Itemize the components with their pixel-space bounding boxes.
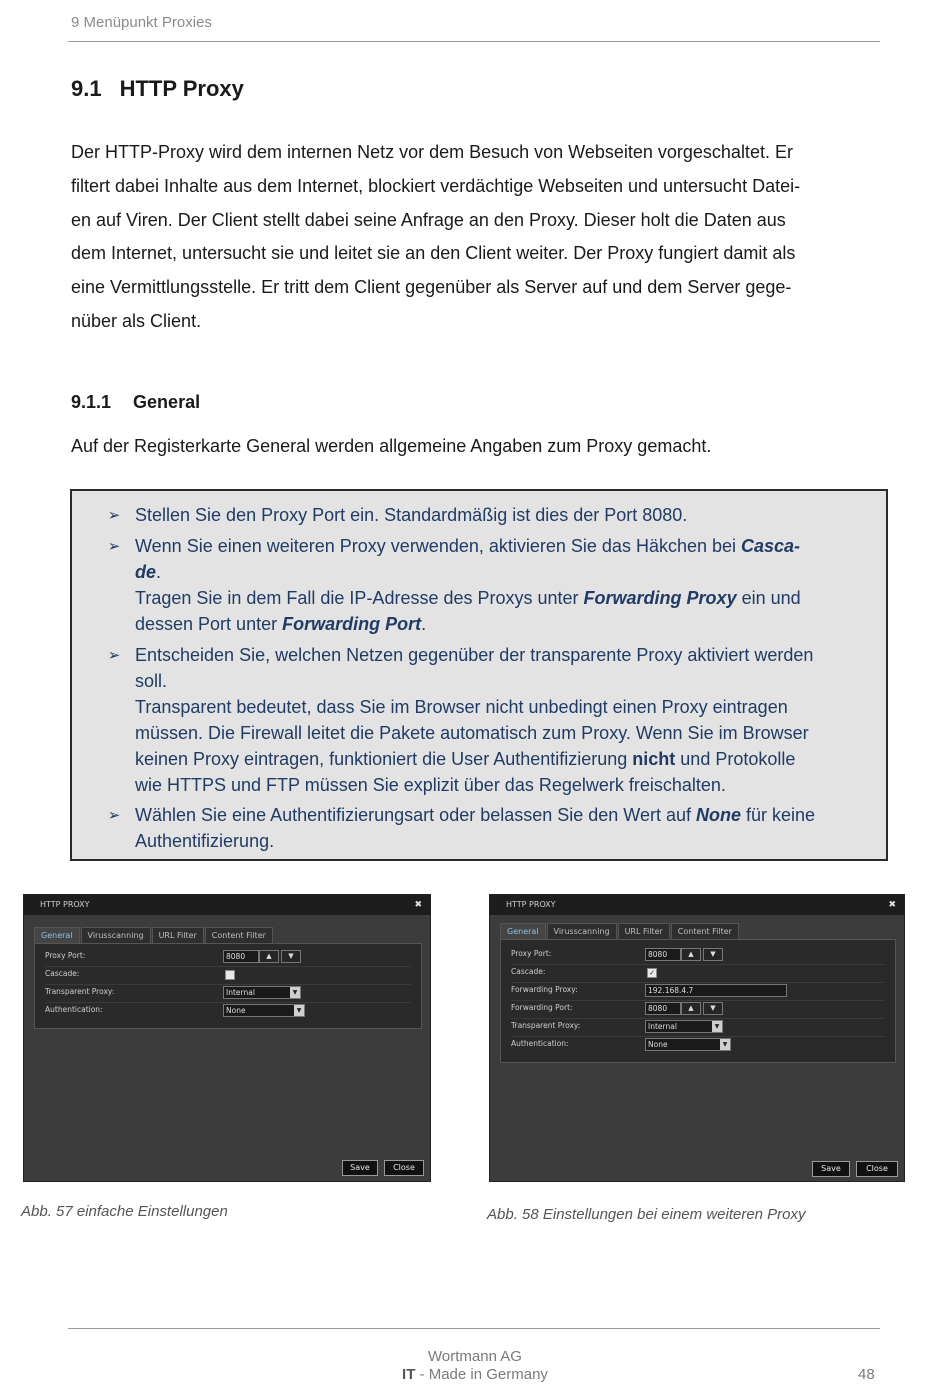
- tab-general[interactable]: General: [34, 927, 80, 943]
- instruction-line: Wenn Sie einen weiteren Proxy verwenden, aktivieren Sie das Häkchen bei Casca-: [135, 536, 801, 556]
- section-title: HTTP Proxy: [119, 76, 244, 101]
- instruction-line: dessen Port unter Forwarding Port.: [135, 613, 427, 634]
- proxy-port-input[interactable]: 8080: [645, 948, 681, 961]
- footer-rule: [68, 1328, 880, 1329]
- form-row: [45, 948, 411, 967]
- section-heading: [71, 76, 244, 102]
- section-body: [71, 136, 871, 339]
- increment-button[interactable]: ▲: [259, 950, 279, 963]
- forwarding-port-input[interactable]: 8080: [645, 1002, 681, 1015]
- field-label: Authentication:: [45, 1005, 103, 1014]
- field-label: Forwarding Port:: [511, 1003, 573, 1012]
- arrow-bullet-icon: ➢: [107, 507, 121, 524]
- close-button[interactable]: Close: [384, 1160, 424, 1176]
- forwarding-proxy-input[interactable]: 192.168.4.7: [645, 984, 787, 997]
- tab-content-filter[interactable]: Content Filter: [205, 927, 273, 943]
- subsection-intro: Auf der Registerkarte General werden allgemeine Angaben zum Proxy gemacht.: [71, 436, 712, 456]
- general-panel: [34, 943, 422, 1029]
- screenshot-simple-settings: [23, 894, 431, 1182]
- field-label: Proxy Port:: [511, 949, 552, 958]
- close-button[interactable]: Close: [856, 1161, 898, 1177]
- screenshot-forwarding-settings: [489, 894, 905, 1182]
- form-row: [45, 1002, 411, 1020]
- arrow-bullet-icon: ➢: [107, 807, 121, 824]
- running-header: 9 Menüpunkt Proxies: [71, 14, 212, 31]
- body-line: eine Vermittlungsstelle. Er tritt dem Client gegenüber als Server auf und dem Server gege-: [71, 277, 792, 298]
- subsection-title: General: [133, 392, 201, 412]
- form-row: [511, 1036, 885, 1054]
- body-line: Der HTTP-Proxy wird dem internen Netz vor dem Besuch von Webseiten vorgeschaltet. Er: [71, 142, 793, 162]
- body-line: filtert dabei Inhalte aus dem Internet, blockiert verdächtige Webseiten und untersucht Datei-: [71, 175, 801, 196]
- field-label: Transparent Proxy:: [45, 987, 115, 996]
- field-label: Cascade:: [45, 969, 80, 978]
- instruction-line: soll.: [135, 670, 168, 691]
- instruction-line: Authentifizierung.: [135, 830, 275, 851]
- form-row: [511, 946, 885, 965]
- field-label: Authentication:: [511, 1039, 569, 1048]
- instruction-line: müssen. Die Firewall leitet die Pakete automatisch zum Proxy. Wenn Sie im Browser: [135, 722, 809, 743]
- form-row: [511, 982, 885, 1001]
- form-row: [511, 1018, 885, 1037]
- instruction-line: Tragen Sie in dem Fall die IP-Adresse des Proxys unter Forwarding Proxy ein und: [135, 587, 801, 608]
- tab-general[interactable]: General: [500, 923, 546, 939]
- tab-virusscanning[interactable]: Virusscanning: [81, 927, 151, 943]
- instruction-line: de.: [135, 561, 162, 582]
- form-row: [45, 966, 411, 985]
- save-button[interactable]: Save: [812, 1161, 850, 1177]
- tab-bar: [500, 923, 740, 939]
- tab-content-filter[interactable]: Content Filter: [671, 923, 739, 939]
- transparent-proxy-select[interactable]: Internal ▼: [645, 1020, 723, 1033]
- instruction-box: [70, 489, 888, 861]
- cascade-checkbox[interactable]: [225, 970, 235, 980]
- body-line: nüber als Client.: [71, 310, 202, 331]
- transparent-proxy-select[interactable]: Internal ▼: [223, 986, 301, 999]
- figure-caption: Abb. 57 einfache Einstellungen: [21, 1203, 228, 1220]
- general-panel: [500, 939, 896, 1063]
- figure-caption: Abb. 58 Einstellungen bei einem weiteren Proxy: [487, 1206, 806, 1223]
- dialog-title: HTTP PROXY: [490, 895, 904, 915]
- increment-button[interactable]: ▲: [681, 1002, 701, 1015]
- body-line: dem Internet, untersucht sie und leitet sie an den Client weiter. Der Proxy fungiert damit als: [71, 243, 796, 264]
- form-row: [511, 1000, 885, 1019]
- subsection-heading: [71, 392, 200, 413]
- subsection-number: 9.1.1: [71, 392, 112, 412]
- form-row: [511, 964, 885, 983]
- close-icon[interactable]: ✖: [888, 900, 896, 910]
- proxy-port-input[interactable]: 8080: [223, 950, 259, 963]
- decrement-button[interactable]: ▼: [703, 1002, 723, 1015]
- chevron-down-icon: ▼: [712, 1021, 722, 1032]
- tab-bar: [34, 927, 274, 943]
- instruction-line: Transparent bedeutet, dass Sie im Browser nicht unbedingt einen Proxy eintragen: [135, 696, 788, 717]
- save-button[interactable]: Save: [342, 1160, 378, 1176]
- field-label: Proxy Port:: [45, 951, 86, 960]
- cascade-checkbox[interactable]: ✓: [647, 968, 657, 978]
- close-icon[interactable]: ✖: [414, 900, 422, 910]
- dialog-title: HTTP PROXY: [24, 895, 430, 915]
- instruction-line: Entscheiden Sie, welchen Netzen gegenüber der transparente Proxy aktiviert werden: [135, 645, 814, 665]
- authentication-select[interactable]: None ▼: [645, 1038, 731, 1051]
- footer-company: Wortmann AG: [428, 1348, 522, 1365]
- field-label: Transparent Proxy:: [511, 1021, 581, 1030]
- form-row: [45, 984, 411, 1003]
- arrow-bullet-icon: ➢: [107, 647, 121, 664]
- tab-url-filter[interactable]: URL Filter: [618, 923, 670, 939]
- decrement-button[interactable]: ▼: [703, 948, 723, 961]
- instruction-line: Stellen Sie den Proxy Port ein. Standardmäßig ist dies der Port 8080.: [135, 505, 688, 525]
- field-label: Forwarding Proxy:: [511, 985, 578, 994]
- chevron-down-icon: ▼: [294, 1005, 304, 1016]
- tab-virusscanning[interactable]: Virusscanning: [547, 923, 617, 939]
- instruction-line: Wählen Sie eine Authentifizierungsart oder belassen Sie den Wert auf None für keine: [135, 805, 816, 825]
- authentication-select[interactable]: None ▼: [223, 1004, 305, 1017]
- field-label: Cascade:: [511, 967, 546, 976]
- decrement-button[interactable]: ▼: [281, 950, 301, 963]
- chevron-down-icon: ▼: [720, 1039, 730, 1050]
- tab-url-filter[interactable]: URL Filter: [152, 927, 204, 943]
- body-line: en auf Viren. Der Client stellt dabei seine Anfrage an den Proxy. Dieser holt die Daten aus: [71, 209, 786, 230]
- page-number: 48: [858, 1366, 875, 1383]
- increment-button[interactable]: ▲: [681, 948, 701, 961]
- instruction-line: wie HTTPS und FTP müssen Sie explizit über das Regelwerk freischalten.: [135, 774, 726, 795]
- footer-tagline: IT - Made in Germany: [402, 1366, 548, 1383]
- arrow-bullet-icon: ➢: [107, 538, 121, 555]
- chevron-down-icon: ▼: [290, 987, 300, 998]
- instruction-line: keinen Proxy eintragen, funktioniert die User Authentifizierung nicht und Protokolle: [135, 748, 796, 769]
- header-rule: [68, 41, 880, 42]
- section-number: 9.1: [71, 76, 102, 101]
